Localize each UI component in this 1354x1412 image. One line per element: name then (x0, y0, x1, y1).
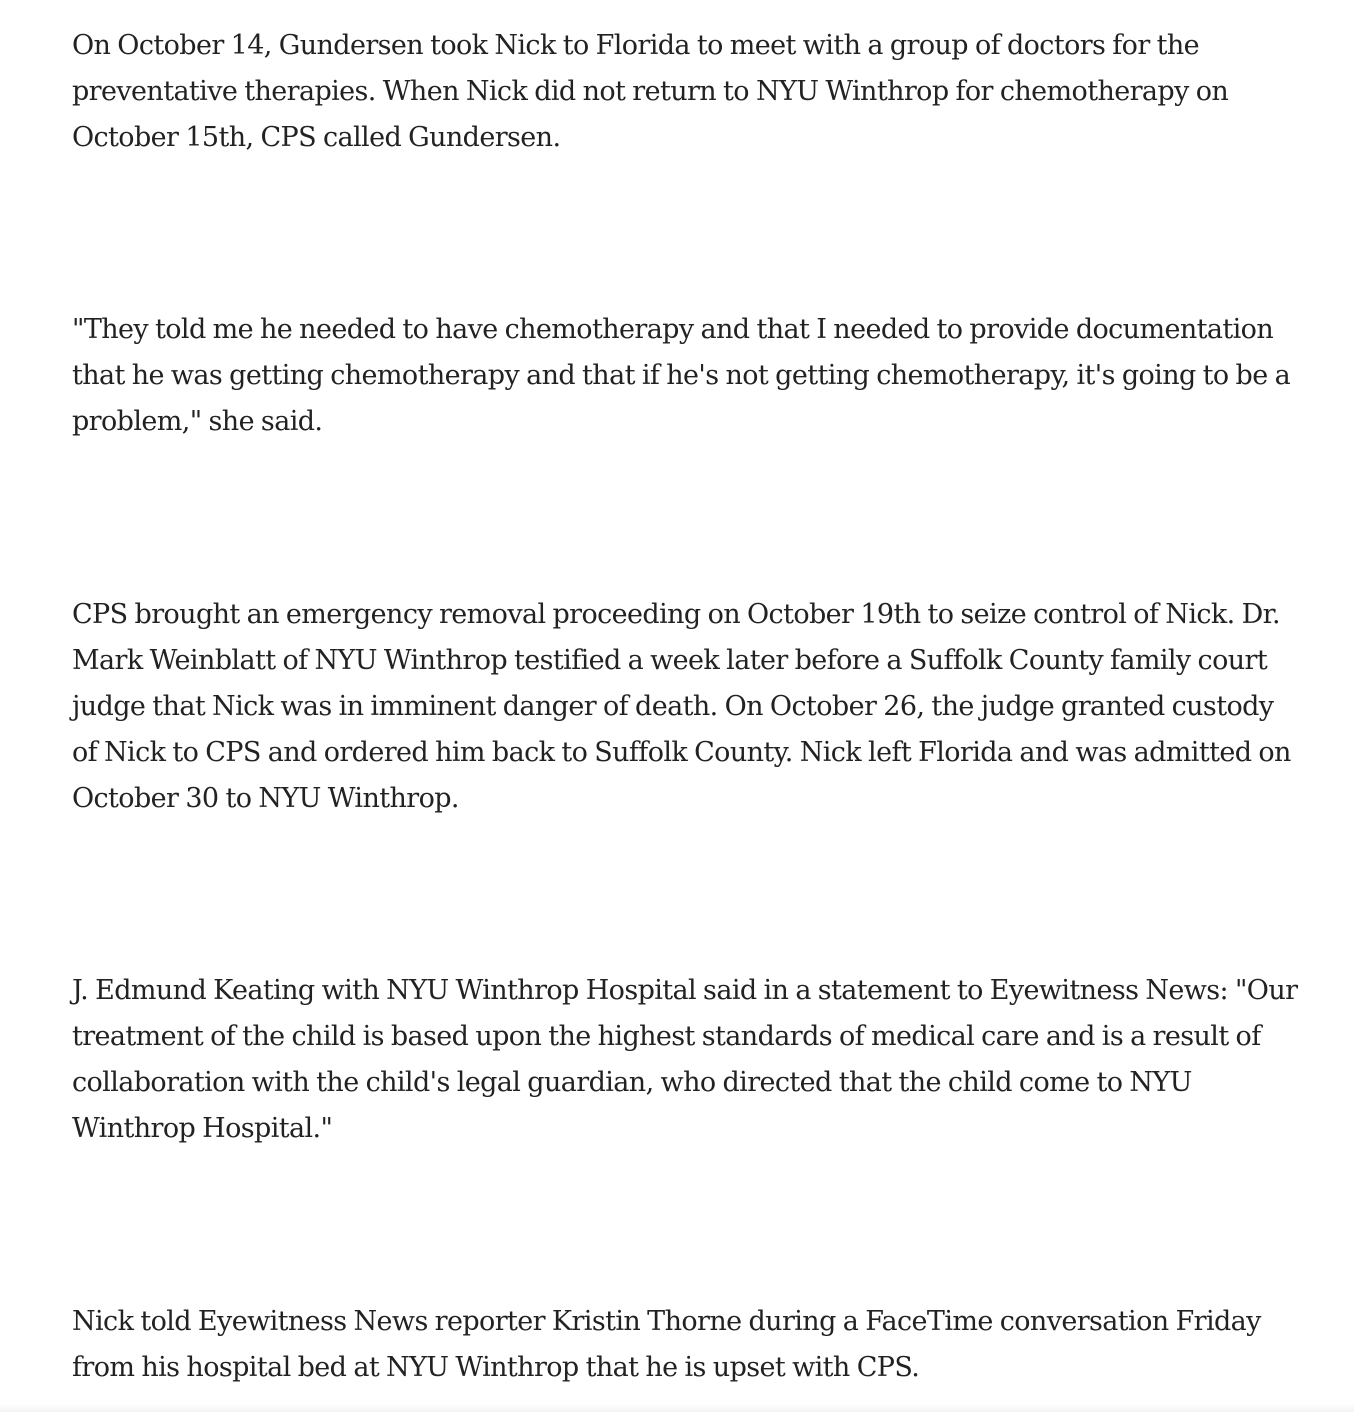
article-paragraph: CPS brought an emergency removal proceeding on October 19th to seize control of Nick. Dr. Mark Weinblatt of NYU Winthrop testified a week later before a Suffolk County family court judge that Nick was in imminent danger of death. On October 26, the judge granted custody of Nick to CPS and ordered him back to Suffolk County. Nick left Florida and was admitted on October 30 to NYU Winthrop. (72, 599, 1291, 814)
article-paragraph: "They told me he needed to have chemotherapy and that I needed to provide documentation that he was getting chemotherapy and that if he's not getting chemotherapy, it's going to be a problem," she said. (72, 314, 1291, 437)
article-paragraph: J. Edmund Keating with NYU Winthrop Hospital said in a statement to Eyewitness News: "Our treatment of the child is based upon the highest standards of medical care and is a result of collaboration with the child's legal guardian, who directed that the child come to NYU Winthrop Hospital." (72, 975, 1298, 1144)
article-paragraph: Nick told Eyewitness News reporter Kristin Thorne during a FaceTime conversation Friday from his hospital bed at NYU Winthrop that he is upset with CPS. (72, 1306, 1261, 1383)
article-paragraph: On October 14, Gundersen took Nick to Florida to meet with a group of doctors for the preventative therapies. When Nick did not return to NYU Winthrop for chemotherapy on October 15th, CPS called Gundersen. (72, 30, 1229, 153)
bottom-edge-shadow (0, 1404, 1354, 1412)
